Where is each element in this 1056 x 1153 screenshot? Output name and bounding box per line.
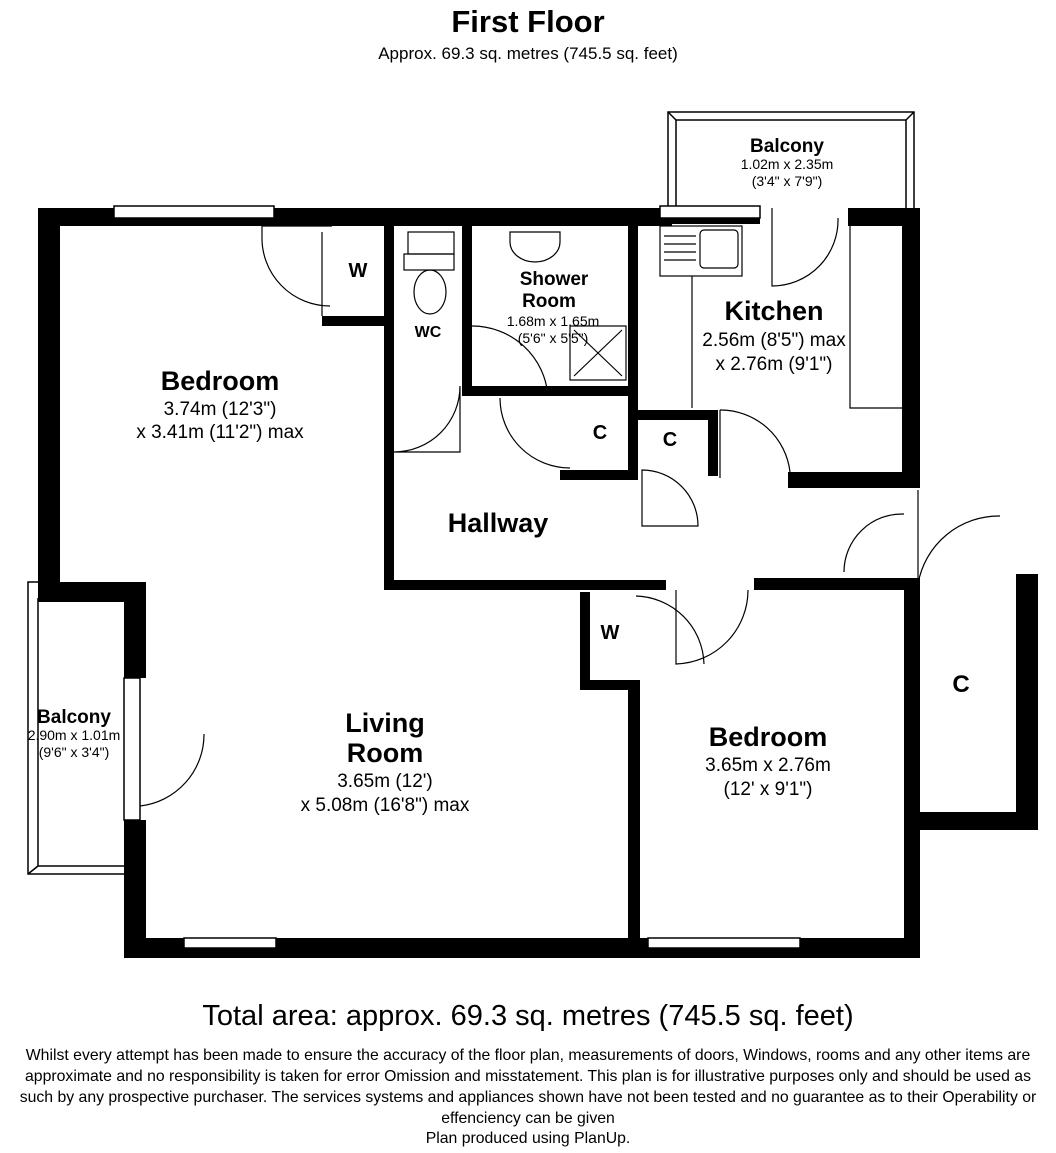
fixtures <box>404 226 902 408</box>
cupboard-shower-name: C <box>592 422 608 444</box>
bedroom1-dim1: 3.74m (12'3") <box>163 399 277 420</box>
kitchen-name: Kitchen <box>724 296 824 326</box>
kitchen-dim2: x 2.76m (9'1") <box>715 354 833 375</box>
shower-dim1: 1.68m x 1.65m <box>506 313 600 329</box>
wardrobe2-name: W <box>600 622 620 644</box>
living-dim1: 3.65m (12') <box>337 771 433 792</box>
hallway-name: Hallway <box>447 508 549 538</box>
floor-title: First Floor <box>451 4 605 39</box>
shower-name2: Room <box>522 291 576 312</box>
balcony-left-name: Balcony <box>37 707 111 728</box>
wc-cistern-icon <box>404 254 454 270</box>
plan-credit: Plan produced using PlanUp. <box>425 1130 631 1147</box>
toilet-icon <box>414 270 446 314</box>
balcony-top-dim1: 1.02m x 2.35m <box>740 156 834 172</box>
bedroom1-name: Bedroom <box>160 366 280 396</box>
balcony-top-name: Balcony <box>750 136 824 157</box>
shower-name1: Shower <box>519 269 589 290</box>
wc-name: WC <box>414 324 442 341</box>
living-dim2: x 5.08m (16'8") max <box>300 795 470 816</box>
shower-dim2: (5'6" x 5'5") <box>517 330 589 346</box>
total-area: Total area: approx. 69.3 sq. metres (745.5 sq. feet) <box>202 1000 854 1032</box>
bedroom1-dim2: x 3.41m (11'2") max <box>136 422 304 443</box>
wc-basin-icon <box>408 232 454 254</box>
bedroom2-dim2: (12' x 9'1") <box>723 779 813 800</box>
cupboard-right-name: C <box>952 671 970 698</box>
bedroom2-name: Bedroom <box>708 722 828 752</box>
bedroom2-dim1: 3.65m x 2.76m <box>705 755 831 776</box>
balcony-top-dim2: (3'4" x 7'9") <box>751 173 823 189</box>
living-name2: Room <box>346 738 424 768</box>
windows <box>114 206 800 948</box>
kitchen-dim1: 2.56m (8'5") max <box>702 330 846 351</box>
balcony-left-dim2: (9'6" x 3'4") <box>38 744 110 760</box>
disclaimer: Whilst every attempt has been made to ensure the accuracy of the floor plan, measurements of doors, Windows, rooms and any other items are approximate and no responsibility is taken for error Omission and misstatement. This plan is for illustrative purposes only and should be used as such by any prospective purchaser. The services systems and appliances shown have not been tested and no guarantee as to their Operability or effenciency can be given <box>19 1047 1037 1127</box>
floor-area-subtitle: Approx. 69.3 sq. metres (745.5 sq. feet) <box>378 44 678 63</box>
balcony-left-dim1: 2.90m x 1.01m <box>27 727 121 743</box>
living-name1: Living <box>345 708 425 738</box>
shower-basin-icon <box>510 232 560 262</box>
wardrobe1-name: W <box>348 260 368 282</box>
cupboard-hall-name: C <box>662 429 678 451</box>
